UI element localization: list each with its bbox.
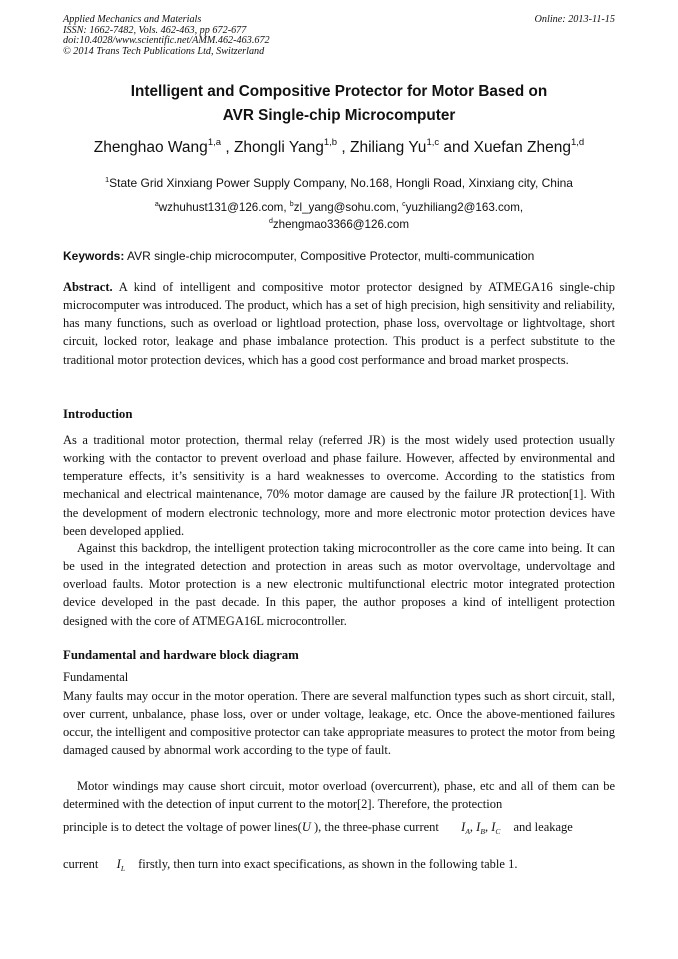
principle-text: ), the three-phase current <box>310 820 439 834</box>
journal-header <box>63 15 270 57</box>
author-sup: 1,b <box>323 137 338 148</box>
leakage-text: current <box>63 857 99 871</box>
fundamental-paragraph-2: Motor windings may cause short circuit, motor overload (overcurrent), phase, etc and all of them can be determined with the detection of input current to the motor[2]. Therefore, the protection <box>63 779 615 812</box>
author-name: Zhongli Yang <box>233 139 324 156</box>
doi-line[interactable]: doi:10.4028/www.scientific.net/AMM.462-463.672 <box>63 35 270 47</box>
email-d[interactable]: zhengmao3366@126.com <box>272 218 410 231</box>
affiliation-text: State Grid Xinxiang Power Supply Company, No.168, Hongli Road, Xinxiang city, China <box>109 176 573 190</box>
email-a[interactable]: wzhuhust131@126.com, <box>158 201 290 214</box>
current-symbol-a: $I_A$ <box>461 820 470 836</box>
introduction-paragraph-1: As a traditional motor protection, thermal relay (referred JR) is the most widely used protection usually working with the contactor to prevent overload and phase failure. However, affected by environmental and temperature effects, it’s sensitivity is a hard weaknesses to overcome. According to the statistics from mechanical and electrical maintenance, 70% motor damage are caused by the failure JR protection[1]. With the development of modern electronic technology, more and more electronic motor protection devices have been developed applied. <box>63 433 615 538</box>
author-list <box>63 139 615 157</box>
title-line-1: Intelligent and Compositive Protector for Motor Based on <box>130 83 548 100</box>
email-c[interactable]: yuzhiliang2@163.com, <box>405 201 524 214</box>
principle-text: principle is to detect the voltage of power lines( <box>63 820 302 834</box>
author-name: Xuefan Zheng <box>473 139 571 156</box>
title-line-2: AVR Single-chip Microcomputer <box>222 107 456 124</box>
introduction-heading: Introduction <box>63 407 133 421</box>
affiliation <box>63 176 615 190</box>
copyright-line: © 2014 Trans Tech Publications Ltd, Switzerland <box>63 45 265 57</box>
keywords <box>63 249 615 263</box>
online-date: Online: 2013-11-15 <box>534 14 615 25</box>
introduction-paragraph-2: Against this backdrop, the intelligent protection taking microcontroller as the core came into being. It can be used in the integrated detection and protection in areas such as motor overvoltage, undervoltage and overload faults. Motor protection is a new electronic multifunctional electric motor integrated protection device developed in the past decade. In this paper, the author proposes a kind of intelligent protection designed with the core of ATMEGA16L microcontroller. <box>63 541 615 628</box>
email-b[interactable]: zl_yang@sohu.com, <box>293 201 403 214</box>
current-symbol-c: $I_C$ <box>491 820 501 836</box>
issn-line: ISSN: 1662-7482, Vols. 462-463, pp 672-677 <box>63 24 247 36</box>
leakage-current-symbol: $I_L$ <box>116 857 125 873</box>
journal-name: Applied Mechanics and Materials <box>63 14 202 25</box>
abstract-text: A kind of intelligent and compositive motor protector designed by ATMEGA16 single-chip microcomputer was introduced. The product, which has a set of high precision, high sensitivity and reliability, has many functions, such as overload or lightload protection, phase loss, overvoltage or lightvoltage, short circuit, locked rotor, leakage and phase imbalance protection. This product is a perfect substitute to the traditional motor protection devices, which has a good cost performance and broad market prospects. <box>63 280 615 367</box>
author-name: Zhiliang Yu <box>350 139 427 156</box>
email-sup: d <box>268 218 273 225</box>
abstract <box>63 278 615 369</box>
keywords-text: AVR single-chip microcomputer, Compositive Protector, multi-communication <box>124 249 535 263</box>
email-sup: c <box>402 201 406 208</box>
author-sup: 1,c <box>426 137 440 148</box>
fundamental-subheading: Fundamental <box>63 670 129 684</box>
comma: , <box>484 820 489 834</box>
fundamental-heading: Fundamental and hardware block diagram <box>63 648 299 662</box>
voltage-symbol: U <box>301 820 311 834</box>
principle-line <box>63 820 615 835</box>
abstract-label: Abstract. <box>63 280 113 294</box>
email-sup: a <box>154 201 159 208</box>
fundamental-paragraph-1: Many faults may occur in the motor operation. There are several malfunction types such as short circuit, stall, over current, unbalance, phase loss, over or under voltage, leakage, etc. Once the above-mentioned failures occur, the intelligent and compositive protector can take appropriate measures to protect the motor from being damaged caused by abnormal work according to the type of fault. <box>63 689 615 758</box>
author-separator: , <box>337 139 351 156</box>
author-name: Zhenghao Wang <box>93 139 208 156</box>
author-separator: , <box>221 139 234 156</box>
affiliation-sup: 1 <box>105 175 110 184</box>
author-emails <box>63 199 615 233</box>
current-symbol-b: $I_B$ <box>476 820 485 836</box>
author-sup: 1,a <box>207 137 222 148</box>
leakage-text: firstly, then turn into exact specifications, as shown in the following table 1. <box>138 857 518 871</box>
comma: , <box>469 820 474 834</box>
leakage-line <box>63 857 615 872</box>
author-sup: 1,d <box>571 137 585 148</box>
paper-title <box>63 80 615 128</box>
principle-text: and leakage <box>513 820 573 834</box>
keywords-label: Keywords: <box>63 249 125 263</box>
author-separator: and <box>439 139 474 156</box>
email-sup: b <box>289 201 294 208</box>
